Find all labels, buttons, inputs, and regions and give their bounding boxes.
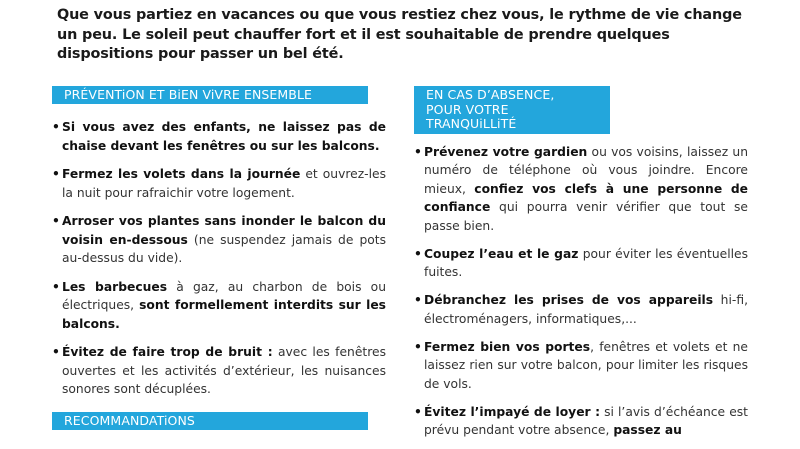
list-item: • Fermez bien vos portes, fenêtres et volets et ne laissez rien sur votre balcon, pour limiter les risques de vols.: [414, 339, 748, 391]
list-item: • Prévenez votre gardien ou vos voisins, laissez un numéro de téléphone où vous joindre. Encore mieux, confiez vos clefs à une personne de confiance qui pourra venir vérifier que tout se passe bien.: [414, 144, 748, 233]
bullet-icon: •: [52, 214, 60, 228]
bullet-icon: •: [414, 404, 422, 419]
absence-heading: [414, 86, 610, 134]
prevention-column: [52, 86, 386, 409]
bullet-icon: •: [52, 279, 60, 294]
absence-heading-line2: POUR VOTRE TRANQUiLLiTÉ: [426, 101, 517, 131]
bullet-icon: •: [52, 120, 60, 134]
list-item: • Si vous avez des enfants, ne laissez pas de chaise devant les fenêtres ou sur les balcons.: [52, 120, 386, 153]
list-item: • Coupez l’eau et le gaz pour éviter les éventuelles fuites.: [414, 246, 748, 279]
list-item: • Débranchez les prises de vos appareils hi-fi, électroménagers, informatiques,...: [414, 293, 748, 326]
absence-column: [414, 86, 748, 449]
bullet-icon: •: [52, 167, 60, 181]
list-item: • Évitez l’impayé de loyer : si l’avis d’échéance est prévu pendant votre absence, passez au: [414, 404, 748, 437]
list-item: • Les barbecues à gaz, au charbon de bois ou électriques, sont formellement interdits sur les balcons.: [52, 279, 386, 331]
prevention-heading: PRÉVENTiON ET BiEN ViVRE ENSEMBLE: [52, 86, 368, 104]
list-item: • Évitez de faire trop de bruit : avec les fenêtres ouvertes et les activités d’extérieur, les nuisances sonores sont décuplées.: [52, 345, 386, 396]
bullet-icon: •: [414, 293, 422, 307]
prevention-list: [52, 118, 386, 399]
bullet-icon: •: [52, 345, 60, 359]
recommandations-heading: RECOMMANDATiONS: [52, 412, 368, 430]
bullet-icon: •: [414, 246, 422, 261]
bullet-icon: •: [414, 144, 422, 159]
list-item: • Arroser vos plantes sans inonder le balcon du voisin en-dessous (ne suspendez jamais de pots au-dessus du vide).: [52, 214, 387, 265]
bullet-icon: •: [414, 339, 422, 354]
list-item: • Fermez les volets dans la journée et ouvrez-les la nuit pour rafraichir votre logement.: [52, 167, 386, 200]
intro-paragraph: Que vous partiez en vacances ou que vous restiez chez vous, le rythme de vie change un peu. Le soleil peut chauffer fort et il est souhaitable de prendre quelques dispositions pour passer un bel été.: [57, 7, 742, 62]
absence-list: [414, 143, 748, 440]
absence-heading-line1: EN CAS D’ABSENCE,: [426, 87, 555, 102]
